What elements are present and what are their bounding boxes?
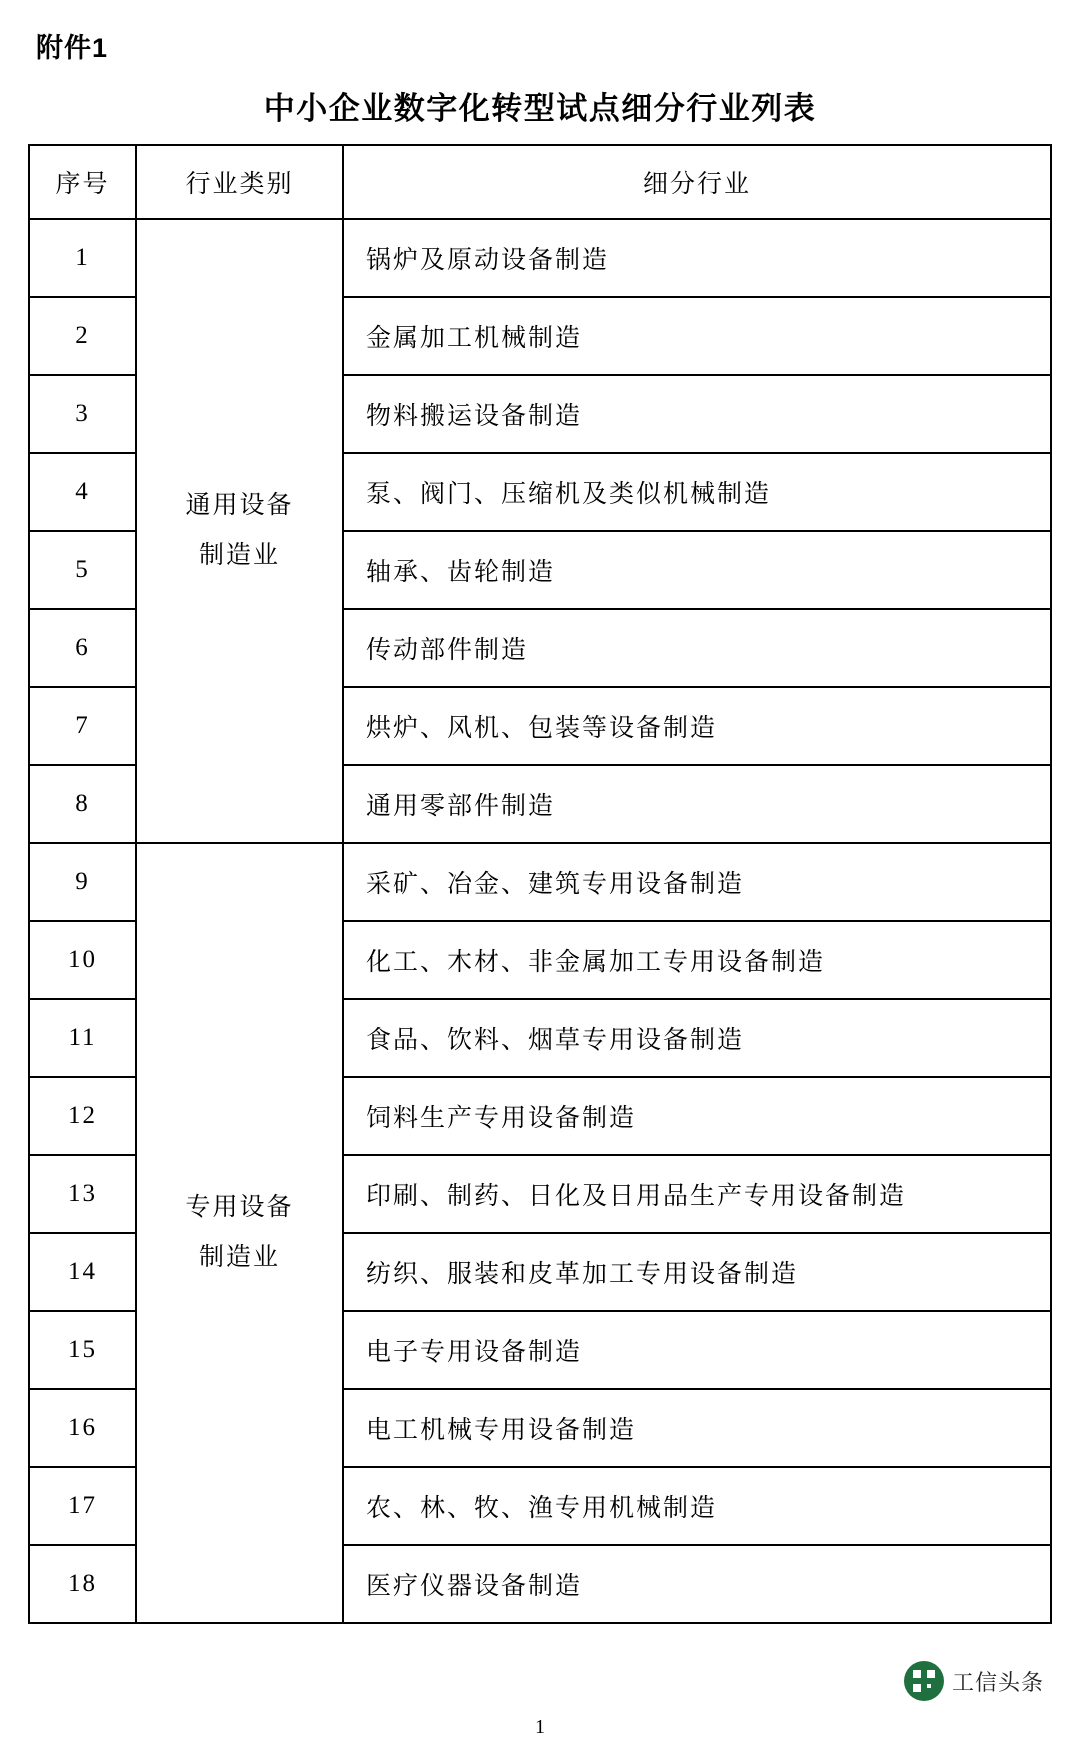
row-number: 8 bbox=[29, 765, 136, 843]
publisher-badge bbox=[904, 1661, 1044, 1701]
column-header-no: 序号 bbox=[29, 145, 136, 219]
row-number: 7 bbox=[29, 687, 136, 765]
subindustry-name: 物料搬运设备制造 bbox=[343, 375, 1051, 453]
table-header-row bbox=[29, 145, 1051, 219]
table-header bbox=[29, 145, 1051, 219]
category-label-line2: 制造业 bbox=[198, 1244, 280, 1271]
column-header-subindustry: 细分行业 bbox=[343, 145, 1051, 219]
row-number: 1 bbox=[29, 219, 136, 297]
subindustry-name: 传动部件制造 bbox=[343, 609, 1051, 687]
category-label-line1: 通用设备 bbox=[185, 492, 294, 519]
row-number: 9 bbox=[29, 843, 136, 921]
subindustry-name: 农、林、牧、渔专用机械制造 bbox=[343, 1467, 1051, 1545]
row-number: 5 bbox=[29, 531, 136, 609]
category-label-line2: 制造业 bbox=[198, 542, 280, 569]
subindustry-name: 轴承、齿轮制造 bbox=[343, 531, 1051, 609]
row-number: 2 bbox=[29, 297, 136, 375]
row-number: 6 bbox=[29, 609, 136, 687]
industry-table bbox=[28, 144, 1052, 1624]
subindustry-name: 锅炉及原动设备制造 bbox=[343, 219, 1051, 297]
subindustry-name: 纺织、服装和皮革加工专用设备制造 bbox=[343, 1233, 1051, 1311]
subindustry-name: 采矿、冶金、建筑专用设备制造 bbox=[343, 843, 1051, 921]
subindustry-name: 医疗仪器设备制造 bbox=[343, 1545, 1051, 1623]
row-number: 18 bbox=[29, 1545, 136, 1623]
subindustry-name: 饲料生产专用设备制造 bbox=[343, 1077, 1051, 1155]
row-number: 16 bbox=[29, 1389, 136, 1467]
subindustry-name: 电工机械专用设备制造 bbox=[343, 1389, 1051, 1467]
attachment-label: 附件1 bbox=[36, 33, 109, 63]
row-number: 15 bbox=[29, 1311, 136, 1389]
subindustry-name: 印刷、制药、日化及日用品生产专用设备制造 bbox=[343, 1155, 1051, 1233]
page-title: 中小企业数字化转型试点细分行业列表 bbox=[263, 91, 817, 126]
row-number: 12 bbox=[29, 1077, 136, 1155]
subindustry-name: 电子专用设备制造 bbox=[343, 1311, 1051, 1389]
table-body bbox=[29, 219, 1051, 1623]
row-number: 13 bbox=[29, 1155, 136, 1233]
row-number: 10 bbox=[29, 921, 136, 999]
subindustry-name: 烘炉、风机、包装等设备制造 bbox=[343, 687, 1051, 765]
subindustry-name: 泵、阀门、压缩机及类似机械制造 bbox=[343, 453, 1051, 531]
publisher-name: 工信头条 bbox=[951, 1669, 1044, 1695]
category-cell bbox=[136, 219, 343, 843]
row-number: 3 bbox=[29, 375, 136, 453]
subindustry-name: 通用零部件制造 bbox=[343, 765, 1051, 843]
category-cell bbox=[136, 843, 343, 1623]
subindustry-name: 化工、木材、非金属加工专用设备制造 bbox=[343, 921, 1051, 999]
row-number: 11 bbox=[29, 999, 136, 1077]
column-header-category: 行业类别 bbox=[136, 145, 343, 219]
wechat-qr-icon bbox=[904, 1661, 944, 1701]
table-row bbox=[29, 843, 1051, 921]
row-number: 14 bbox=[29, 1233, 136, 1311]
category-label-line1: 专用设备 bbox=[185, 1194, 294, 1221]
subindustry-name: 金属加工机械制造 bbox=[343, 297, 1051, 375]
row-number: 4 bbox=[29, 453, 136, 531]
table-row bbox=[29, 219, 1051, 297]
subindustry-name: 食品、饮料、烟草专用设备制造 bbox=[343, 999, 1051, 1077]
row-number: 17 bbox=[29, 1467, 136, 1545]
page-number: 1 bbox=[535, 1716, 545, 1738]
